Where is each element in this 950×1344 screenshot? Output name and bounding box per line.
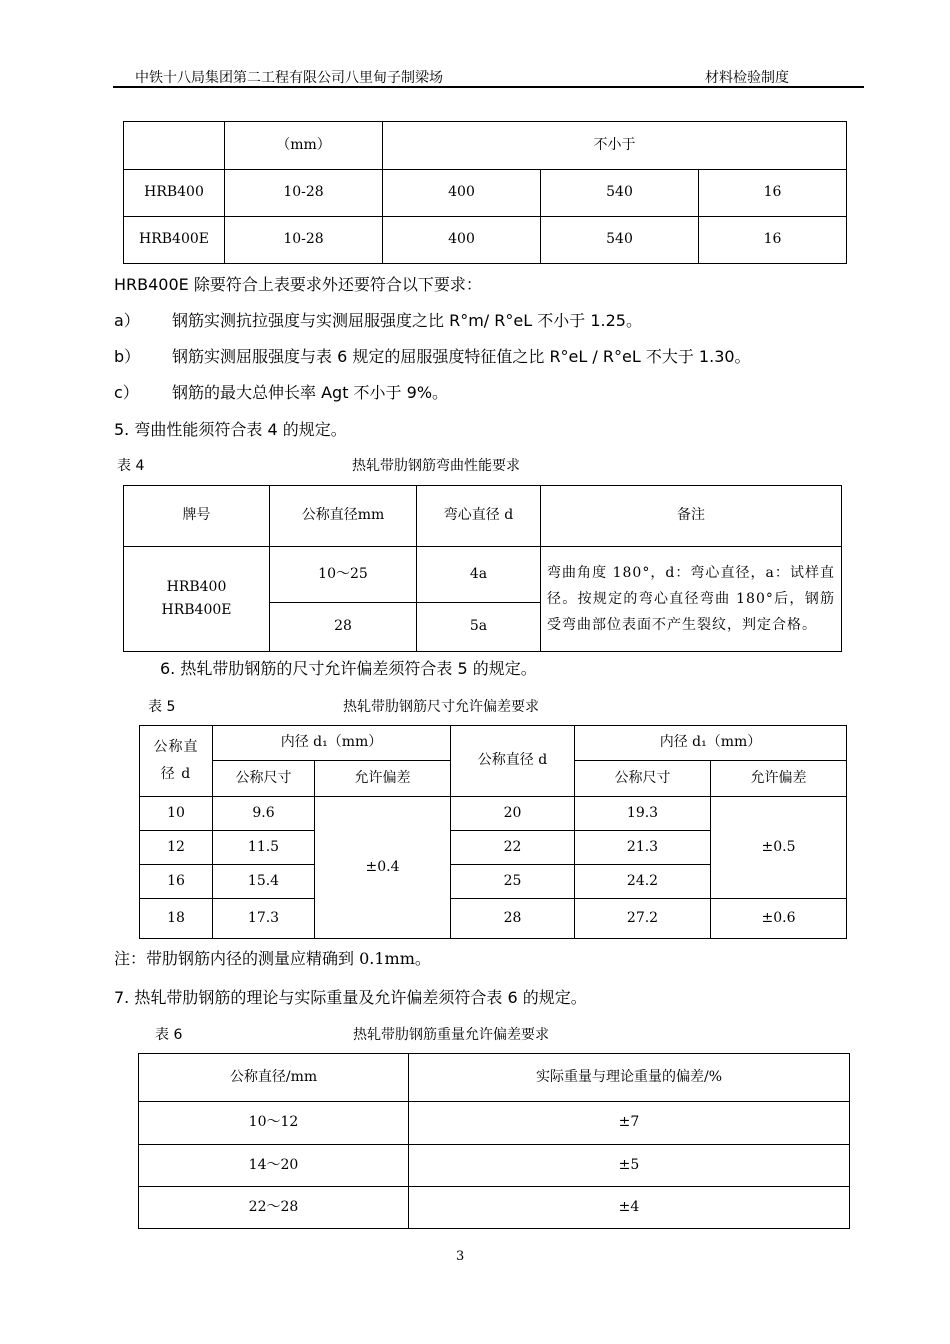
table3-cell: HRB400 bbox=[124, 170, 225, 217]
table3-cell: 400 bbox=[383, 170, 541, 217]
header-company: 中铁十八局集团第二工程有限公司八里甸子制梁场 bbox=[135, 70, 443, 86]
table5-cell: 21.3 bbox=[575, 831, 711, 865]
table5-cell: 27.2 bbox=[575, 899, 711, 939]
table4-cell: 4a bbox=[417, 547, 541, 603]
table4-note-cell bbox=[541, 547, 842, 652]
table5-header-size: 公称尺寸 bbox=[213, 761, 315, 797]
table3-cell: 16 bbox=[699, 170, 847, 217]
table5-tolerance-right-a: ±0.5 bbox=[711, 797, 847, 899]
table5-cell: 9.6 bbox=[213, 797, 315, 831]
table6-label: 表 6 bbox=[155, 1027, 183, 1043]
header-doc-title: 材料检验制度 bbox=[705, 70, 789, 86]
table5-cell: 20 bbox=[451, 797, 575, 831]
table4-label: 表 4 bbox=[117, 458, 145, 474]
table5-cell: 16 bbox=[140, 865, 213, 899]
table4-note-text: 弯曲角度 180°，d：弯心直径，a：试样直径。按规定的弯心直径弯曲 180°后，钢筋受弯曲部位表面不产生裂纹，判定合格。 bbox=[547, 565, 835, 633]
table3 bbox=[123, 121, 847, 264]
table4-grade-hrb400: HRB400 bbox=[166, 578, 227, 595]
list-item-a-text: 钢筋实测抗拉强度与实测屈服强度之比 R°m/ R°eL 不小于 1.25。 bbox=[172, 311, 642, 330]
table3-cell: 540 bbox=[541, 170, 699, 217]
table5-header-size-right: 公称尺寸 bbox=[575, 761, 711, 797]
table5-cell: 22 bbox=[451, 831, 575, 865]
table4-grade-cell bbox=[124, 547, 270, 652]
list-item-c-label: c） bbox=[114, 383, 139, 402]
table5-header-nominal bbox=[140, 726, 213, 797]
table4-cell: 28 bbox=[270, 603, 417, 652]
table3-cell: 540 bbox=[541, 217, 699, 264]
hrb400e-requirement-intro: HRB400E 除要符合上表要求外还要符合以下要求： bbox=[114, 275, 482, 294]
section-5-heading: 5. 弯曲性能须符合表 4 的规定。 bbox=[114, 420, 347, 439]
table5-cell: 18 bbox=[140, 899, 213, 939]
table5-cell: 10 bbox=[140, 797, 213, 831]
table5-cell: 19.3 bbox=[575, 797, 711, 831]
table6-cell: ±4 bbox=[409, 1187, 850, 1229]
table6-title: 热轧带肋钢筋重量允许偏差要求 bbox=[353, 1027, 549, 1043]
table6-cell: 14～20 bbox=[139, 1145, 409, 1187]
table5-header-nominal-text: 公称直径 d bbox=[153, 739, 199, 782]
table4-header-note: 备注 bbox=[541, 486, 842, 547]
table5-title: 热轧带肋钢筋尺寸允许偏差要求 bbox=[343, 699, 539, 715]
table5-header-tolerance-right: 允许偏差 bbox=[711, 761, 847, 797]
table5-tolerance-left: ±0.4 bbox=[315, 797, 451, 939]
table4 bbox=[123, 485, 842, 652]
table5-tolerance-right-b: ±0.6 bbox=[711, 899, 847, 939]
table5-cell: 15.4 bbox=[213, 865, 315, 899]
table6-cell: 22～28 bbox=[139, 1187, 409, 1229]
table3-cell: 10-28 bbox=[225, 217, 383, 264]
table5-cell: 28 bbox=[451, 899, 575, 939]
table5-header-nominal-right: 公称直径 d bbox=[451, 726, 575, 797]
table6 bbox=[138, 1053, 850, 1229]
list-item-a-label: a） bbox=[114, 311, 140, 330]
table5-cell: 17.3 bbox=[213, 899, 315, 939]
table5-footnote: 注：带肋钢筋内径的测量应精确到 0.1mm。 bbox=[114, 949, 431, 968]
page-number: 3 bbox=[456, 1249, 465, 1264]
table4-header-diameter: 公称直径mm bbox=[270, 486, 417, 547]
table5-cell: 11.5 bbox=[213, 831, 315, 865]
table5-cell: 25 bbox=[451, 865, 575, 899]
table4-header-grade: 牌号 bbox=[124, 486, 270, 547]
table3-cell: 16 bbox=[699, 217, 847, 264]
table3-cell: 10-28 bbox=[225, 170, 383, 217]
table4-cell: 5a bbox=[417, 603, 541, 652]
table3-unit-cell: （mm） bbox=[225, 122, 383, 170]
list-item-b-label: b） bbox=[114, 347, 141, 366]
list-item-b-text: 钢筋实测屈服强度与表 6 规定的屈服强度特征值之比 R°eL / R°eL 不大于 1.30。 bbox=[172, 347, 751, 366]
table6-header-diameter: 公称直径/mm bbox=[139, 1054, 409, 1102]
list-item-c-text: 钢筋的最大总伸长率 Agt 不小于 9%。 bbox=[172, 383, 449, 402]
table3-span-cell: 不小于 bbox=[383, 122, 847, 170]
section-6-heading: 6. 热轧带肋钢筋的尺寸允许偏差须符合表 5 的规定。 bbox=[160, 659, 537, 678]
table5-header-inner-right: 内径 d₁（mm） bbox=[575, 726, 847, 761]
table3-blank-cell bbox=[124, 122, 225, 170]
table6-cell: ±5 bbox=[409, 1145, 850, 1187]
table4-title: 热轧带肋钢筋弯曲性能要求 bbox=[352, 458, 520, 474]
table5-cell: 12 bbox=[140, 831, 213, 865]
table6-cell: ±7 bbox=[409, 1102, 850, 1145]
header-rule bbox=[113, 86, 864, 88]
section-7-heading: 7. 热轧带肋钢筋的理论与实际重量及允许偏差须符合表 6 的规定。 bbox=[114, 988, 587, 1007]
table3-cell: 400 bbox=[383, 217, 541, 264]
table6-header-deviation: 实际重量与理论重量的偏差/% bbox=[409, 1054, 850, 1102]
table4-grade-hrb400e: HRB400E bbox=[161, 602, 232, 618]
table4-header-bend-diameter: 弯心直径 d bbox=[417, 486, 541, 547]
table5-header-tolerance: 允许偏差 bbox=[315, 761, 451, 797]
table5 bbox=[139, 725, 847, 939]
table4-cell: 10～25 bbox=[270, 547, 417, 603]
table5-header-inner: 内径 d₁（mm） bbox=[213, 726, 451, 761]
table3-cell: HRB400E bbox=[124, 217, 225, 264]
table6-cell: 10～12 bbox=[139, 1102, 409, 1145]
table5-cell: 24.2 bbox=[575, 865, 711, 899]
table5-label: 表 5 bbox=[148, 699, 176, 715]
